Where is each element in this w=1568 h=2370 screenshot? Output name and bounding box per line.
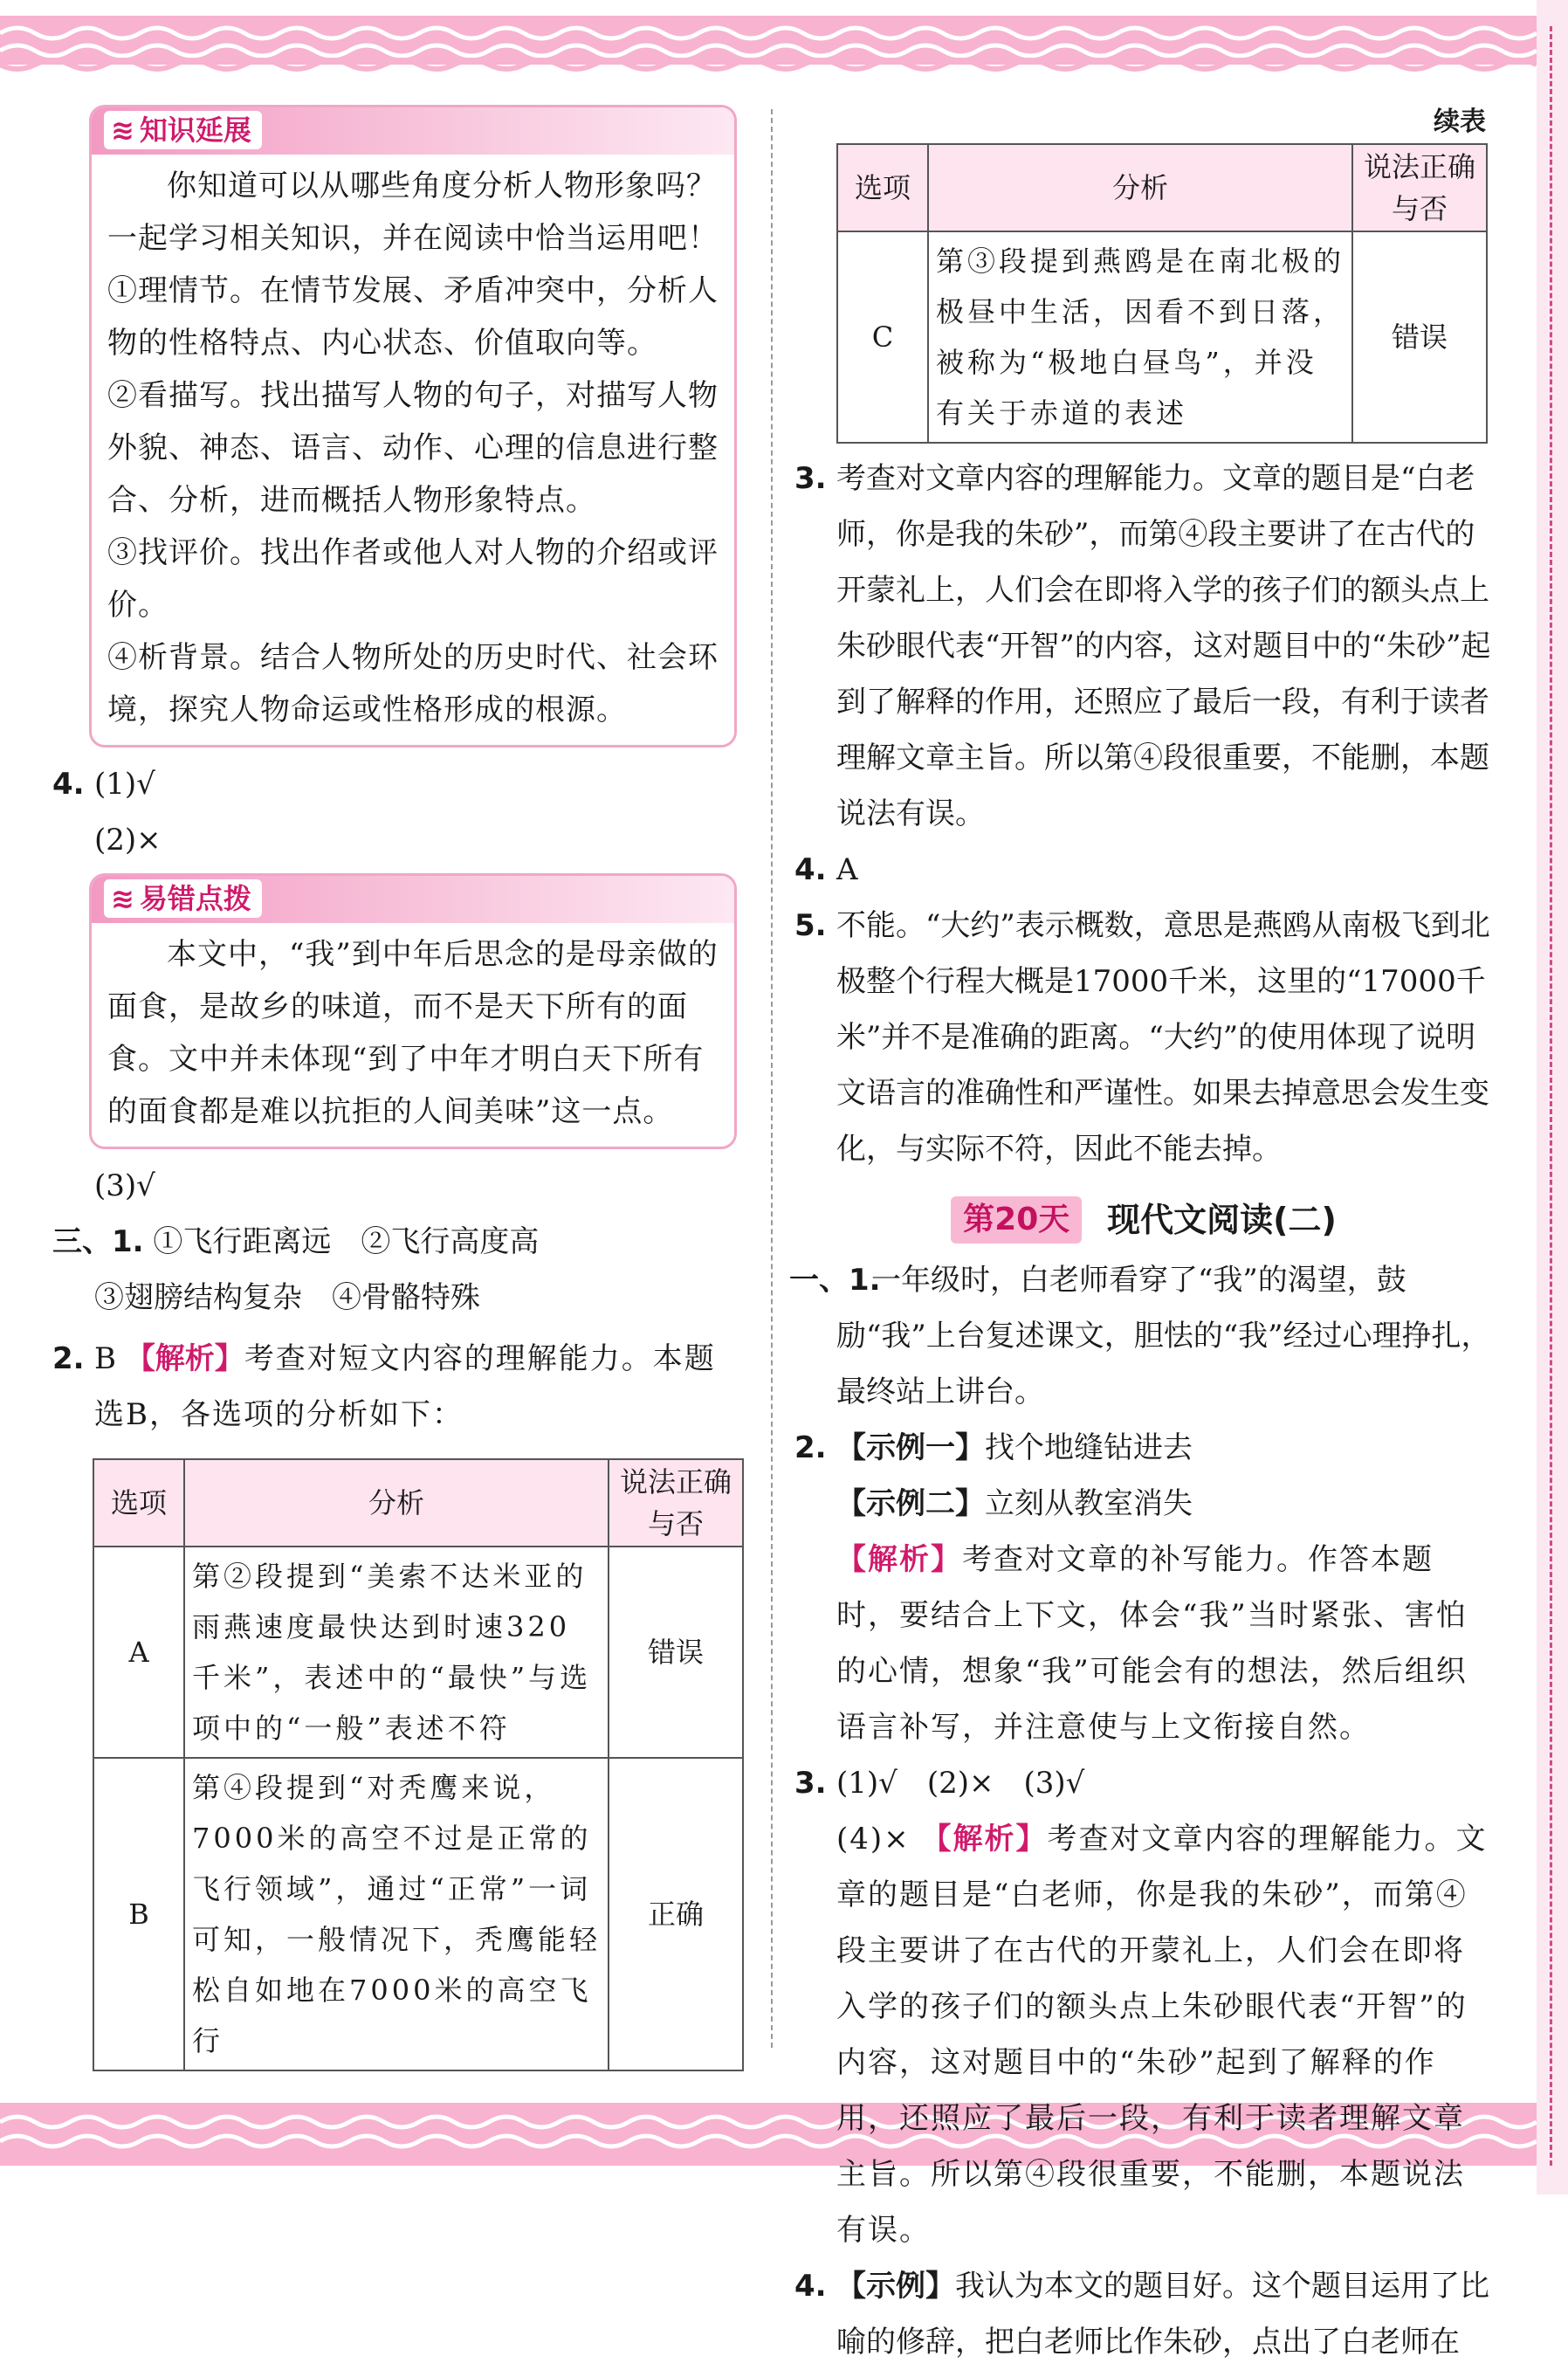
table-row: [93, 1758, 743, 2070]
table-cell-option: C: [837, 231, 928, 443]
section-3-question-1: [52, 1214, 742, 1270]
question-number: 三、1.: [52, 1224, 144, 1259]
table-header-verdict: 说法正确与否: [1352, 144, 1487, 231]
question-number: 4.: [794, 2269, 827, 2304]
question-number: 2.: [794, 1430, 827, 1465]
question-number: 2.: [52, 1341, 85, 1376]
question-4: [794, 842, 1493, 898]
question-number: 一、1.: [789, 1263, 881, 1298]
wave-lines-icon: ≋: [111, 114, 134, 147]
wave-lines-icon: ≋: [111, 882, 134, 915]
answer-4-3: (3)√: [94, 1168, 155, 1203]
table-header-analysis: 分析: [928, 144, 1352, 231]
knowledge-extension-title: ≋ 知识延展: [104, 111, 262, 149]
analysis-tag: 【解析】: [836, 1542, 962, 1577]
question-number: 3.: [794, 1766, 827, 1801]
table-cell-option: B: [93, 1758, 184, 2070]
day-badge: 第20天: [951, 1196, 1082, 1244]
table-header-verdict: 说法正确与否: [609, 1459, 743, 1547]
example-text: 找个地缝钻进去: [985, 1430, 1193, 1465]
example-text: 立刻从教室消失: [985, 1486, 1193, 1521]
table-header-option: 选项: [837, 144, 928, 231]
section-name: 现代文阅读(二): [1107, 1201, 1337, 1239]
section-heading: [794, 1188, 1493, 1249]
cut-line: [1550, 26, 1552, 2166]
right-column: [789, 105, 1493, 2370]
answer-line: (1)√ (2)× (3)√: [836, 1766, 1085, 1801]
note-paragraph: ④析背景。结合人物所处的历史时代、社会环境，探究人物命运或性格形成的根源。: [107, 640, 719, 727]
question-2: [52, 1331, 742, 1443]
answer-text: 一年级时，白老师看穿了“我”的渴望，鼓励“我”上台复述课文，胆怯的“我”经过心理挣扎，最终站上讲台。: [836, 1263, 1491, 1409]
common-mistake-box: [89, 873, 737, 1149]
options-analysis-table: [93, 1458, 744, 2071]
question-3-part2: [794, 1755, 1493, 2258]
answer-text: 我认为本文的题目好。这个题目运用了比喻的修辞，把白老师比作朱砂，点出了白老师在: [836, 2269, 1489, 2360]
question-number: 4.: [52, 767, 85, 802]
table-header-analysis: 分析: [184, 1459, 609, 1547]
question-5: [794, 898, 1493, 1177]
answer-line: ③翅膀结构复杂 ④骨骼特殊: [94, 1280, 480, 1315]
answer-4-1: (1)√: [94, 767, 155, 802]
table-cell-analysis: 第④段提到“对秃鹰来说，7000米的高空不过是正常的飞行领域”，通过“正常”一词可知，一般情况下，秃鹰能轻松自如地在7000米的高空飞行: [184, 1758, 609, 2070]
analysis-text: 考查对文章内容的理解能力。文章的题目是“白老师，你是我的朱砂”，而第④段主要讲了在古代的开蒙礼上，人们会在即将入学的孩子们的额头点上朱砂眼代表“开智”的内容，这对题目中的“朱砂”起到了解释的作用，还照应了最后一段，有利于读者理解文章主旨。所以第④段很重要，不能删，本题说法有误。: [836, 1822, 1488, 2248]
table-header-option: 选项: [93, 1459, 184, 1547]
table-cell-verdict: 错误: [609, 1547, 743, 1758]
note-paragraph: ①理情节。在情节发展、矛盾冲突中，分析人物的性格特点、内心状态、价值取向等。: [107, 273, 719, 361]
example-tag: 【示例一】: [836, 1430, 985, 1465]
note-paragraph: ②看描写。找出描写人物的句子，对描写人物外貌、神态、语言、动作、心理的信息进行整合、分析，进而概括人物形象特点。: [107, 378, 719, 518]
question-4b: [794, 2258, 1493, 2370]
page-edge-strip: [1537, 0, 1568, 2194]
table-cell-verdict: 正确: [609, 1758, 743, 2070]
analysis-text: 考查对短文内容的理解能力。本题选B，各选项的分析如下：: [94, 1341, 716, 1432]
example-tag: 【示例】: [836, 2269, 955, 2304]
column-divider: [771, 109, 773, 2048]
question-2: [794, 1420, 1493, 1755]
section-1-question-1: [789, 1252, 1493, 1420]
answer-choice: (4)×: [836, 1822, 911, 1857]
top-wave-border: [0, 16, 1537, 79]
table-row: [93, 1547, 743, 1758]
left-column: [52, 105, 742, 2071]
question-3: [794, 451, 1493, 842]
question-number: 3.: [794, 461, 827, 496]
question-number: 5.: [794, 908, 827, 943]
example-tag: 【示例二】: [836, 1486, 985, 1521]
table-row: [837, 231, 1487, 443]
analysis-tag: 【解析】: [125, 1341, 244, 1376]
note-paragraph: 本文中，“我”到中年后思念的是母亲做的面食，是故乡的味道，而不是天下所有的面食。文中并未体现“到了中年才明白天下所有的面食都是难以抗拒的人间美味”这一点。: [107, 937, 719, 1129]
table-cell-analysis: 第③段提到燕鸥是在南北极的极昼中生活，因看不到日落，被称为“极地白昼鸟”，并没有关于赤道的表述: [928, 231, 1352, 443]
answer-text: 考查对文章内容的理解能力。文章的题目是“白老师，你是我的朱砂”，而第④段主要讲了在古代的开蒙礼上，人们会在即将入学的孩子们的额头点上朱砂眼代表“开智”的内容，这对题目中的“朱砂”起到了解释的作用，还照应了最后一段，有利于读者理解文章主旨。所以第④段很重要，不能删，本题说法有误。: [836, 461, 1491, 831]
common-mistake-title: ≋ 易错点拨: [104, 879, 262, 918]
options-analysis-table-continued: [836, 143, 1488, 444]
continued-table-label: 续表: [1434, 107, 1486, 137]
answer-line: ①飞行距离远 ②飞行高度高: [153, 1224, 540, 1259]
answer-text: A: [836, 852, 858, 887]
question-4: [52, 756, 742, 868]
answer-text: 不能。“大约”表示概数，意思是燕鸥从南极飞到北极整个行程大概是17000千米，这里的“17000千米”并不是准确的距离。“大约”的使用体现了说明文语言的准确性和严谨性。如果去掉意思会发生变化，与实际不符，因此不能去掉。: [836, 908, 1490, 1167]
answer-choice: B: [94, 1341, 116, 1376]
table-cell-analysis: 第②段提到“美索不达米亚的雨燕速度最快达到时速320千米”，表述中的“最快”与选项中的“一般”表述不符: [184, 1547, 609, 1758]
answer-4-2: (2)×: [94, 823, 162, 858]
table-cell-option: A: [93, 1547, 184, 1758]
note-paragraph: ③找评价。找出作者或他人对人物的介绍或评价。: [107, 535, 719, 623]
analysis-tag: 【解析】: [921, 1822, 1048, 1857]
knowledge-extension-box: [89, 105, 737, 748]
question-number: 4.: [794, 852, 827, 887]
table-cell-verdict: 错误: [1352, 231, 1487, 443]
analysis-text: 考查对文章的补写能力。作答本题时，要结合上下文，体会“我”当时紧张、害怕的心情，想象“我”可能会有的想法，然后组织语言补写，并注意使与上文衔接自然。: [836, 1542, 1468, 1745]
note-paragraph: 你知道可以从哪些角度分析人物形象吗？一起学习相关知识，并在阅读中恰当运用吧！: [107, 169, 719, 256]
